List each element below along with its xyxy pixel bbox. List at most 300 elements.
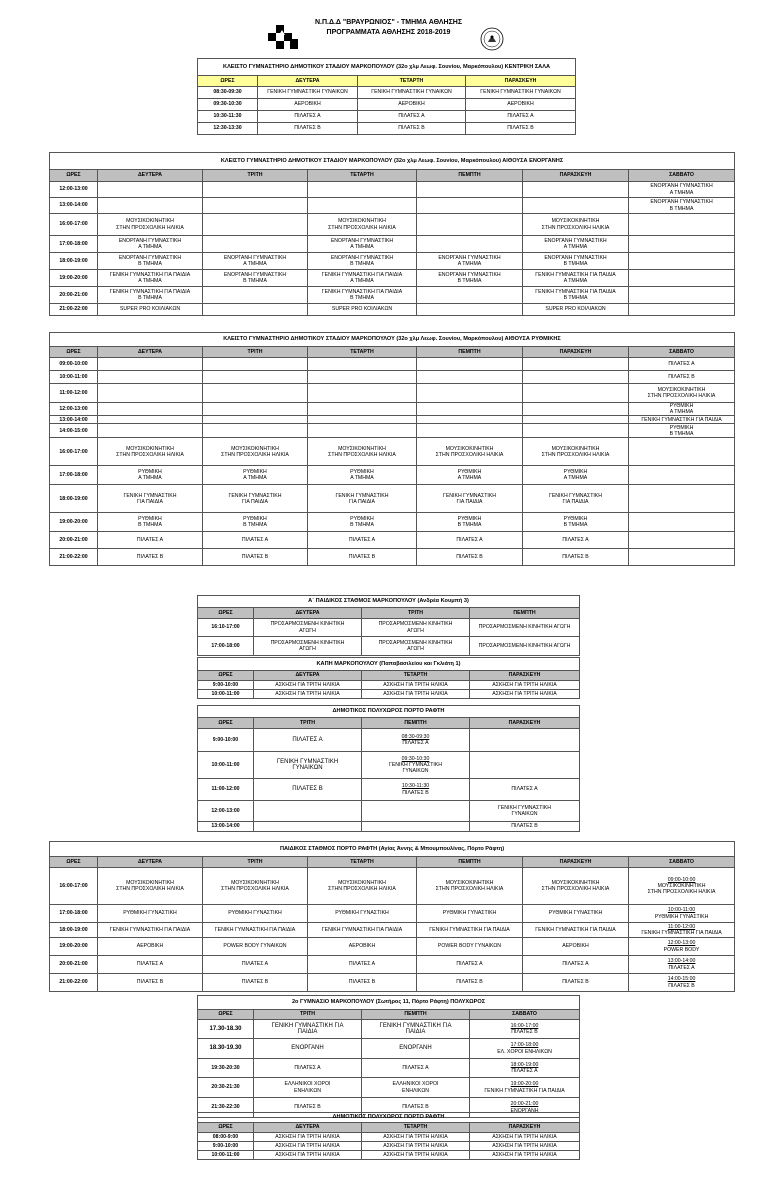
class-cell: [254, 1078, 362, 1098]
column-header: ΤΕΤΑΡΤΗ: [358, 76, 466, 87]
class-cell: [308, 270, 417, 287]
class-cell: ΑΕΡΟΒΙΚΗ: [358, 99, 466, 111]
time-cell: 17:00-18:00: [50, 236, 98, 253]
class-cell: ΠΙΛΑΤΕΣ Β: [417, 549, 523, 566]
time-cell: 18:00-19:00: [50, 253, 98, 270]
cell-line: ΓΕΝΙΚΗ ΓΥΜΝΑΣΤΙΚΗ: [228, 492, 282, 499]
column-header: ΤΡΙΤΗ: [203, 857, 308, 868]
class-cell: [470, 1020, 580, 1039]
cell-line: Α ΤΜΗΜΑ: [138, 244, 162, 250]
table-row: [50, 198, 735, 214]
table-row: [198, 752, 580, 779]
cell-line: Α ΤΜΗΜΑ: [350, 278, 374, 284]
column-header: ΩΡΕΣ: [198, 608, 254, 619]
class-cell: [362, 637, 470, 656]
cell-line: ΣΤΗΝ ΠΡΟΣΧΟΛΙΚΗ ΗΛΙΚΙΑ: [328, 886, 396, 892]
cell-line: ΕΝΟΡΓΑΝΗ ΓΥΜΝΑΣΤΙΚΗ: [650, 183, 713, 190]
table-row: [50, 403, 735, 416]
class-cell: [470, 801, 580, 822]
table-title: ΚΛΕΙΣΤΟ ΓΥΜΝΑΣΤΗΡΙΟ ΔΗΜΟΤΙΚΟΥ ΣΤΑΔΙΟΥ ΜΑΡΚΟΠΟΥΛΟΥ (32ο χλμ Λεωφ. Σουνίου, Μαρκόπουλου) ΑΙΘΟΥΣΑ ΡΥΘΜΙΚΗΣ: [50, 333, 735, 347]
class-cell: [629, 974, 735, 992]
class-cell: ΑΣΚΗΣΗ ΓΙΑ ΤΡΙΤΗ ΗΛΙΚΙΑ: [362, 1133, 470, 1142]
cell-line: POWER BODY: [663, 946, 700, 953]
class-cell: ΑΕΡΟΒΙΚΗ: [308, 938, 417, 956]
schedule-table: [197, 995, 580, 1118]
class-cell: ΓΕΝΙΚΗ ΓΥΜΝΑΣΤΙΚΗ ΓΙΑ ΠΑΙΔΙΑ: [308, 923, 417, 938]
class-cell: [98, 182, 203, 198]
cell-line: ΡΥΘΜΙΚΗ: [350, 469, 374, 476]
table-row: [198, 1078, 580, 1098]
class-cell: [98, 485, 203, 513]
class-cell: [203, 253, 308, 270]
class-cell: [417, 513, 523, 532]
cell-line: ΕΝΟΡΓΑΝΗ ΓΥΜΝΑΣΤΙΚΗ: [223, 271, 287, 278]
class-cell: ΠΙΛΑΤΕΣ Β: [470, 822, 580, 832]
table-row: [50, 532, 735, 549]
class-cell: [308, 466, 417, 485]
cell-line: Α ΤΜΗΜΑ: [243, 261, 267, 267]
class-cell: [98, 236, 203, 253]
org-title: Ν.Π.Δ.Δ "ΒΡΑΥΡΩΝΙΟΣ" - ΤΜΗΜΑ ΑΘΛΗΣΗΣ: [314, 19, 463, 26]
cell-line: ΣΤΗΝ ΠΡΟΣΧΟΛΙΚΗ ΗΛΙΚΙΑ: [647, 889, 716, 896]
table-row: [198, 1059, 580, 1078]
cell-line: ΕΝΟΡΓΑΝΗ ΓΥΜΝΑΣΤΙΚΗ: [438, 254, 501, 261]
class-cell: [523, 424, 629, 438]
time-cell: 21:00-22:00: [50, 304, 98, 316]
class-cell: ΑΣΚΗΣΗ ΓΙΑ ΤΡΙΤΗ ΗΛΙΚΙΑ: [362, 690, 470, 699]
cell-line: ΑΓΩΓΗ: [299, 646, 316, 652]
time-cell: 12:30-13:30: [198, 123, 258, 135]
class-cell: [417, 287, 523, 304]
column-header: ΣΑΒΒΑΤΟ: [629, 347, 735, 358]
cell-line: Α ΤΜΗΜΑ: [669, 189, 694, 196]
time-cell: 09:30-10:30: [198, 99, 258, 111]
cell-line: 17:00-18:00: [510, 1042, 539, 1049]
cell-line: ΓΕΝΙΚΗ ΓΥΜΝΑΣΤΙΚΗ: [335, 492, 389, 499]
table-row: [198, 1151, 580, 1160]
class-cell: [523, 403, 629, 416]
cell-line: 12:00-13:00: [667, 940, 696, 947]
time-cell: 10:00-11:00: [198, 1151, 254, 1160]
class-cell: ΡΥΘΜΙΚΗ ΓΥΝΑΣΤΙΚΗ: [417, 905, 523, 923]
class-cell: [629, 270, 735, 287]
cell-line: ΓΕΝΙΚΗ ΓΥΜΝΑΣΤΙΚΗ ΓΙΑ ΠΑΙΔΙΑ: [535, 271, 616, 278]
table-title: ΠΑΙΔΙΚΟΣ ΣΤΑΘΜΟΣ ΠΟΡΤΟ ΡΑΦΤΗ (Αγίας Άννης & Μπουμπουλίνας, Πόρτο Ράφτη): [50, 842, 735, 857]
class-cell: [98, 358, 203, 371]
time-cell: 9:00-10:00: [198, 729, 254, 752]
table-row: [198, 779, 580, 801]
class-cell: [308, 236, 417, 253]
class-cell: [362, 801, 470, 822]
cell-line: Α ΤΜΗΜΑ: [563, 475, 588, 482]
table-title: ΚΛΕΙΣΤΟ ΓΥΜΝΑΣΤΗΡΙΟ ΔΗΜΟΤΙΚΟΥ ΣΤΑΔΙΟΥ ΜΑΡΚΟΠΟΥΛΟΥ (32ο χλμ Λεωφ. Σουνίου, Μαρκόπουλου) ΑΙΘΟΥΣΑ ΕΝΟΡΓΑΝΗΣ: [50, 153, 735, 170]
class-cell: [203, 466, 308, 485]
cell-line: ΣΤΗΝ ΠΡΟΣΧΟΛΙΚΗ ΗΛΙΚΙΑ: [116, 886, 184, 892]
class-cell: ΠΙΛΑΤΕΣ Α: [629, 358, 735, 371]
time-cell: 11:00-12:00: [50, 384, 98, 403]
time-cell: 16:00-17:00: [50, 214, 98, 236]
class-cell: ΠΙΛΑΤΕΣ Β: [629, 371, 735, 384]
cell-line: Α ΤΜΗΜΑ: [138, 278, 162, 284]
cell-line: ΠΙΛΑΤΕΣ Α: [511, 1068, 538, 1074]
table-title: ΚΛΕΙΣΤΟ ΓΥΜΝΑΣΤΗΡΙΟ ΔΗΜΟΤΙΚΟΥ ΣΤΑΔΙΟΥ ΜΑΡΚΟΠΟΥΛΟΥ (32ο χλμ Λεωφ. Σουνίου, Μαρκόπουλου) ΚΕΝΤΡΙΚΗ ΣΑΛΑ: [198, 59, 576, 76]
cell-line: ΜΟΥΣΙΚΟΚΙΝΗΤΙΚΗ: [126, 879, 174, 886]
class-cell: ΡΥΘΜΙΚΗ ΓΥΝΑΣΤΙΚΗ: [308, 905, 417, 923]
cell-line: ΓΥΝΑΙΚΩΝ: [511, 811, 538, 817]
cell-line: ΓΕΝΙΚΗ ΓΥΜΝΑΣΤΙΚΗ: [442, 492, 497, 499]
table-row: [50, 513, 735, 532]
table-row: [50, 956, 735, 974]
cell-line: ΡΥΘΜΙΚΗ: [457, 469, 482, 476]
class-cell: [98, 287, 203, 304]
class-cell: [98, 438, 203, 466]
class-cell: ΓΕΝΙΚΗ ΓΥΜΝΑΣΤΙΚΗ ΓΙΑ ΠΑΙΔΙΑ: [523, 923, 629, 938]
cell-line: ΠΡΟΣΑΡΜΟΣΜΕΝΗ ΚΙΝΗΤΙΚΗ: [270, 639, 345, 646]
class-cell: [629, 485, 735, 513]
class-cell: [417, 304, 523, 316]
class-cell: [203, 287, 308, 304]
cell-line: ΕΝΟΡΓΑΝΗ ΓΥΜΝΑΣΤΙΚΗ: [118, 254, 182, 261]
column-header: ΔΕΥΤΕΡΑ: [98, 857, 203, 868]
time-cell: 17.30-18.30: [198, 1020, 254, 1039]
class-cell: [203, 270, 308, 287]
cell-line: ΜΟΥΣΙΚΟΚΙΝΗΤΙΚΗ: [657, 386, 706, 393]
cell-line: Β ΤΜΗΜΑ: [350, 295, 374, 301]
cell-line: ΡΥΘΜΙΚΗ ΓΥΝΑΣΤΙΚΗ: [654, 913, 709, 920]
class-cell: ΓΕΝΙΚΗ ΓΥΜΝΑΣΤΙΚΗ ΓΥΝΑΙΚΩΝ: [358, 87, 466, 99]
column-header: ΠΑΡΑΣΚΕΥΗ: [523, 347, 629, 358]
cell-line: ΓΕΝΙΚΗ ΓΥΜΝΑΣΤΙΚΗ ΓΙΑ ΠΑΙΔΙΑ: [321, 271, 403, 278]
column-header: ΩΡΕΣ: [198, 76, 258, 87]
cell-line: 16:00-17:00: [510, 1022, 539, 1029]
class-cell: ΠΙΛΑΤΕΣ Β: [98, 974, 203, 992]
class-cell: ΠΙΛΑΤΕΣ Β: [254, 1098, 362, 1118]
column-header: ΠΑΡΑΣΚΕΥΗ: [523, 857, 629, 868]
time-cell: 19:00-20:00: [50, 270, 98, 287]
cell-line: 08:30-09:30: [401, 733, 430, 740]
cell-line: Α ΤΜΗΜΑ: [138, 475, 162, 482]
cell-line: ΠΙΛΑΤΕΣ Α: [402, 740, 429, 746]
column-header: ΩΡΕΣ: [198, 718, 254, 729]
cell-line: ΜΟΥΣΙΚΟΚΙΝΗΤΙΚΗ: [338, 445, 386, 452]
class-cell: [203, 214, 308, 236]
class-cell: [203, 416, 308, 424]
class-cell: [629, 236, 735, 253]
cell-line: ΜΟΥΣΙΚΟΚΙΝΗΤΙΚΗ: [231, 445, 279, 452]
cell-line: Β ΤΜΗΜΑ: [563, 261, 588, 267]
class-cell: ΓΕΝΙΚΗ ΓΥΜΝΑΣΤΙΚΗ ΓΙΑ ΠΑΙΔΙΑ: [98, 923, 203, 938]
time-cell: 21:00-22:00: [50, 549, 98, 566]
class-cell: SUPER PRO ΚΟΙΛΙΑΚΩΝ: [523, 304, 629, 316]
schedule-table: [197, 705, 580, 832]
class-cell: [523, 182, 629, 198]
cell-line: ΓΕΝΙΚΗ ΓΥΜΝΑΣΤΙΚΗ: [548, 492, 603, 499]
cell-line: ΜΟΥΣΙΚΟΚΙΝΗΤΙΚΗ: [126, 218, 174, 225]
time-cell: 14:00-15:00: [50, 424, 98, 438]
cell-line: 19:00-20:00: [510, 1081, 539, 1088]
cell-line: ΓΕΝΙΚΗ ΓΥΜΝΑΣΤΙΚΗ: [123, 492, 177, 499]
class-cell: [629, 424, 735, 438]
class-cell: [254, 1020, 362, 1039]
cell-line: ΕΝΟΡΓΑΝΗ ΓΥΜΝΑΣΤΙΚΗ: [118, 237, 182, 244]
class-cell: ΠΙΛΑΤΕΣ Β: [358, 123, 466, 135]
table-row: [198, 1133, 580, 1142]
class-cell: ΠΙΛΑΤΕΣ Β: [417, 974, 523, 992]
time-cell: 12:00-13:00: [198, 801, 254, 822]
class-cell: ΠΙΛΑΤΕΣ Β: [308, 549, 417, 566]
class-cell: [417, 182, 523, 198]
cell-line: ΠΑΙΔΙΑ: [405, 1029, 426, 1035]
cell-line: ΜΟΥΣΙΚΟΚΙΝΗΤΙΚΗ: [231, 879, 279, 886]
time-cell: 19:30-20:30: [198, 1059, 254, 1078]
cell-line: ΕΝΟΡΓΑΝΗ ΓΥΜΝΑΣΤΙΚΗ: [223, 254, 287, 261]
cell-line: ΡΥΘΜΙΚΗ: [563, 469, 588, 476]
cell-line: ΓΙΑ ΠΑΙΔΙΑ: [242, 498, 268, 505]
time-cell: 19:00-20:00: [50, 938, 98, 956]
cell-line: ΜΟΥΣΙΚΟΚΙΝΗΤΙΚΗ: [551, 445, 600, 452]
class-cell: ΑΣΚΗΣΗ ΓΙΑ ΤΡΙΤΗ ΗΛΙΚΙΑ: [470, 1151, 580, 1160]
class-cell: [629, 403, 735, 416]
cell-line: Α ΤΜΗΜΑ: [563, 278, 588, 284]
schedule-table: [49, 332, 735, 566]
column-header: ΤΕΤΑΡΤΗ: [308, 170, 417, 182]
column-header: ΤΡΙΤΗ: [254, 1010, 362, 1020]
cell-line: ΓΕΝΙΚΗ ΓΥΜΝΑΣΤΙΚΗ: [276, 758, 339, 765]
class-cell: ΡΥΘΜΙΚΗ ΓΥΝΑΣΤΙΚΗ: [203, 905, 308, 923]
cell-line: ΓΙΑ ΠΑΙΔΙΑ: [349, 498, 375, 505]
cell-line: ΡΥΘΜΙΚΗ: [243, 516, 267, 523]
time-cell: 21:30-22:30: [198, 1098, 254, 1118]
class-cell: ΑΕΡΟΒΙΚΗ: [98, 938, 203, 956]
seal-logo-icon: [480, 27, 504, 51]
table-row: [50, 923, 735, 938]
class-cell: ΑΣΚΗΣΗ ΓΙΑ ΤΡΙΤΗ ΗΛΙΚΙΑ: [254, 1133, 362, 1142]
time-cell: 18.30-19.30: [198, 1039, 254, 1059]
class-cell: ΠΙΛΑΤΕΣ Α: [358, 111, 466, 123]
cell-line: ΑΓΩΓΗ: [299, 627, 316, 634]
table-row: [50, 868, 735, 905]
cell-line: ΕΝΟΡΓΑΝΗ ΓΥΜΝΑΣΤΙΚΗ: [650, 199, 713, 206]
class-cell: [523, 198, 629, 214]
class-cell: ΓΕΝΙΚΗ ΓΥΜΝΑΣΤΙΚΗ ΓΥΝΑΙΚΩΝ: [258, 87, 358, 99]
table-row: [198, 123, 576, 135]
class-cell: [523, 358, 629, 371]
class-cell: POWER BODY ΓΥΝΑΙΚΩΝ: [417, 938, 523, 956]
class-cell: [203, 198, 308, 214]
class-cell: [98, 466, 203, 485]
column-header: ΠΕΜΠΤΗ: [417, 170, 523, 182]
cell-line: ΠΙΛΑΤΕΣ Β: [511, 1029, 538, 1035]
table-row: [50, 371, 735, 384]
column-header: ΠΑΡΑΣΚΕΥΗ: [466, 76, 576, 87]
time-cell: 18:00-19:00: [50, 485, 98, 513]
class-cell: [254, 637, 362, 656]
class-cell: [98, 270, 203, 287]
cell-line: Α ΤΜΗΜΑ: [350, 244, 374, 250]
cell-line: Β ΤΜΗΜΑ: [457, 278, 482, 284]
time-cell: 19:00-20:00: [50, 513, 98, 532]
class-cell: [417, 371, 523, 384]
cell-line: ΓΙΑ ΠΑΙΔΙΑ: [137, 498, 163, 505]
class-cell: [417, 424, 523, 438]
class-cell: [523, 384, 629, 403]
table-row: [50, 287, 735, 304]
column-header: ΔΕΥΤΕΡΑ: [98, 170, 203, 182]
class-cell: ΑΣΚΗΣΗ ΓΙΑ ΤΡΙΤΗ ΗΛΙΚΙΑ: [362, 1151, 470, 1160]
class-cell: ΠΙΛΑΤΕΣ Α: [98, 532, 203, 549]
class-cell: [203, 485, 308, 513]
class-cell: [308, 485, 417, 513]
cell-line: ΠΑΙΔΙΑ: [297, 1029, 318, 1035]
class-cell: [362, 822, 470, 832]
class-cell: ΠΙΛΑΤΕΣ Β: [466, 123, 576, 135]
cell-line: ΡΥΘΜΙΚΗ: [563, 516, 588, 523]
cell-line: ΕΛΛΗΝΙΚΟΙ ΧΟΡΟΙ: [284, 1081, 331, 1088]
class-cell: ΑΣΚΗΣΗ ΓΙΑ ΤΡΙΤΗ ΗΛΙΚΙΑ: [470, 690, 580, 699]
time-cell: 13:00-14:00: [198, 822, 254, 832]
cell-line: ΣΤΗΝ ΠΡΟΣΧΟΛΙΚΗ ΗΛΙΚΙΑ: [116, 224, 184, 231]
cell-line: ΡΥΘΜΙΚΗ: [669, 424, 694, 431]
cell-line: ΣΤΗΝ ΠΡΟΣΧΟΛΙΚΗ ΗΛΙΚΙΑ: [541, 451, 610, 458]
cell-line: ΓΕΝΙΚΗ ΓΥΜΝΑΣΤΙΚΗ ΓΙΑ: [271, 1022, 344, 1029]
cell-line: ΓΕΝΙΚΗ ΓΥΜΝΑΣΤΙΚΗ: [497, 804, 552, 811]
cell-line: ΕΝΗΛΙΚΩΝ: [294, 1087, 321, 1094]
class-cell: [629, 384, 735, 403]
class-cell: [523, 438, 629, 466]
cell-line: ΠΙΛΑΤΕΣ Β: [668, 982, 695, 989]
table-row: [50, 358, 735, 371]
table-row: [50, 304, 735, 316]
column-header: ΩΡΕΣ: [198, 671, 254, 681]
table-row: [50, 974, 735, 992]
column-header: ΩΡΕΣ: [50, 857, 98, 868]
column-header: ΔΕΥΤΕΡΑ: [254, 671, 362, 681]
table-title: ΚΑΠΗ ΜΑΡΚΟΠΟΥΛΟΥ (Παπαβασιλείου και Γκλιάτη 1): [198, 658, 580, 671]
table-row: [198, 111, 576, 123]
class-cell: [308, 403, 417, 416]
cell-line: Α ΤΜΗΜΑ: [669, 409, 694, 416]
column-header: ΣΑΒΒΑΤΟ: [629, 857, 735, 868]
class-cell: [629, 438, 735, 466]
class-cell: [629, 549, 735, 566]
cell-line: Α ΤΜΗΜΑ: [563, 244, 588, 250]
class-cell: [523, 466, 629, 485]
class-cell: [629, 198, 735, 214]
column-header: ΠΑΡΑΣΚΕΥΗ: [523, 170, 629, 182]
cell-line: ΜΟΥΣΙΚΟΚΙΝΗΤΙΚΗ: [657, 882, 706, 889]
program-title: ΠΡΟΓΡΑΜΜΑΤΑ ΑΘΛΗΣΗΣ 2018-2019: [326, 28, 451, 36]
table-row: [50, 236, 735, 253]
cell-line: Β ΤΜΗΜΑ: [350, 522, 374, 529]
column-header: ΤΕΤΑΡΤΗ: [362, 1123, 470, 1133]
cell-line: ΠΡΟΣΑΡΜΟΣΜΕΝΗ ΚΙΝΗΤΙΚΗ: [378, 621, 453, 628]
cell-line: ΕΝΟΡΓΑΝΗ ΓΥΜΝΑΣΤΙΚΗ: [330, 237, 394, 244]
table-row: [50, 214, 735, 236]
class-cell: ΠΙΛΑΤΕΣ Α: [523, 956, 629, 974]
cell-line: Α ΤΜΗΜΑ: [457, 261, 482, 267]
table-row: [198, 1020, 580, 1039]
class-cell: [98, 868, 203, 905]
cell-line: ΕΛΛΗΝΙΚΟΙ ΧΟΡΟΙ: [392, 1081, 439, 1088]
time-cell: 20:30-21:30: [198, 1078, 254, 1098]
class-cell: [417, 253, 523, 270]
class-cell: ΠΙΛΑΤΕΣ Β: [254, 779, 362, 801]
cell-line: ΣΤΗΝ ΠΡΟΣΧΟΛΙΚΗ ΗΛΙΚΙΑ: [116, 451, 184, 458]
class-cell: [98, 371, 203, 384]
column-header: ΤΡΙΤΗ: [254, 718, 362, 729]
table-row: [198, 87, 576, 99]
cell-line: ΑΓΩΓΗ: [407, 646, 424, 652]
class-cell: ΠΡΟΣΑΡΜΟΣΜΕΝΗ ΚΙΝΗΤΙΚΗ ΑΓΩΓΗ: [470, 637, 580, 656]
table-title: ΔΗΜΟΤΙΚΟΣ ΠΟΛΥΧΩΡΟΣ ΠΟΡΤΟ ΡΑΦΤΗ: [198, 706, 580, 718]
class-cell: [98, 198, 203, 214]
class-cell: ΠΙΛΑΤΕΣ Α: [258, 111, 358, 123]
class-cell: [470, 752, 580, 779]
cell-line: ΜΟΥΣΙΚΟΚΙΝΗΤΙΚΗ: [338, 879, 386, 886]
time-cell: 08:30-09:30: [198, 87, 258, 99]
time-cell: 12:00-13:00: [50, 182, 98, 198]
time-cell: 13:00-14:00: [50, 198, 98, 214]
class-cell: ΠΙΛΑΤΕΣ Β: [362, 1098, 470, 1118]
time-cell: 10:00-11:00: [50, 371, 98, 384]
column-header: ΠΕΜΠΤΗ: [417, 857, 523, 868]
column-header: ΩΡΕΣ: [50, 170, 98, 182]
class-cell: [523, 253, 629, 270]
class-cell: [523, 214, 629, 236]
cell-line: Β ΤΜΗΜΑ: [138, 261, 162, 267]
cell-line: ΕΝΟΡΓΑΝΗ ΓΥΜΝΑΣΤΙΚΗ: [544, 237, 607, 244]
class-cell: [98, 253, 203, 270]
class-cell: ΠΙΛΑΤΕΣ Β: [98, 549, 203, 566]
cell-line: Β ΤΜΗΜΑ: [138, 295, 162, 301]
class-cell: ΠΙΛΑΤΕΣ Β: [523, 549, 629, 566]
cell-line: 11:00-12:00: [667, 923, 696, 930]
cell-line: ΕΝΗΛΙΚΩΝ: [402, 1087, 429, 1094]
table-row: [198, 1039, 580, 1059]
class-cell: [417, 466, 523, 485]
cell-line: ΣΤΗΝ ΠΡΟΣΧΟΛΙΚΗ ΗΛΙΚΙΑ: [328, 451, 396, 458]
cell-line: ΣΤΗΝ ΠΡΟΣΧΟΛΙΚΗ ΗΛΙΚΙΑ: [328, 224, 396, 231]
cell-line: ΣΤΗΝ ΠΡΟΣΧΟΛΙΚΗ ΗΛΙΚΙΑ: [435, 451, 504, 458]
column-header: ΔΕΥΤΕΡΑ: [98, 347, 203, 358]
cell-line: ΡΥΘΜΙΚΗ: [138, 469, 162, 476]
class-cell: [308, 371, 417, 384]
class-cell: [417, 198, 523, 214]
class-cell: [203, 868, 308, 905]
cell-line: 10:00-11:00: [667, 907, 696, 914]
cell-line: ΓΙΑ ΠΑΙΔΙΑ: [562, 498, 589, 505]
class-cell: [629, 923, 735, 938]
table-row: [50, 253, 735, 270]
column-header: ΠΕΜΠΤΗ: [470, 608, 580, 619]
cell-line: ΓΕΝΙΚΗ ΓΥΜΝΑΣΤΙΚΗ: [388, 761, 443, 768]
class-cell: [254, 801, 362, 822]
column-header: ΩΡΕΣ: [198, 1010, 254, 1020]
time-cell: 9:00-10:00: [198, 681, 254, 690]
cell-line: 18:00-19:00: [510, 1061, 539, 1068]
class-cell: ΓΕΝΙΚΗ ΓΥΜΝΑΣΤΙΚΗ ΓΙΑ ΠΑΙΔΙΑ: [417, 923, 523, 938]
class-cell: [417, 384, 523, 403]
class-cell: ΠΙΛΑΤΕΣ Α: [362, 1059, 470, 1078]
class-cell: ΑΕΡΟΒΙΚΗ: [258, 99, 358, 111]
class-cell: ΓΕΝΙΚΗ ΓΥΜΝΑΣΤΙΚΗ ΓΙΑ ΠΑΙΔΙΑ: [629, 416, 735, 424]
cell-line: ΑΓΩΓΗ: [407, 627, 424, 634]
class-cell: ΠΙΛΑΤΕΣ Α: [470, 779, 580, 801]
time-cell: 9:00-10:00: [198, 1142, 254, 1151]
class-cell: [254, 822, 362, 832]
cell-line: ΜΟΥΣΙΚΟΚΙΝΗΤΙΚΗ: [445, 879, 494, 886]
table-row: [198, 822, 580, 832]
